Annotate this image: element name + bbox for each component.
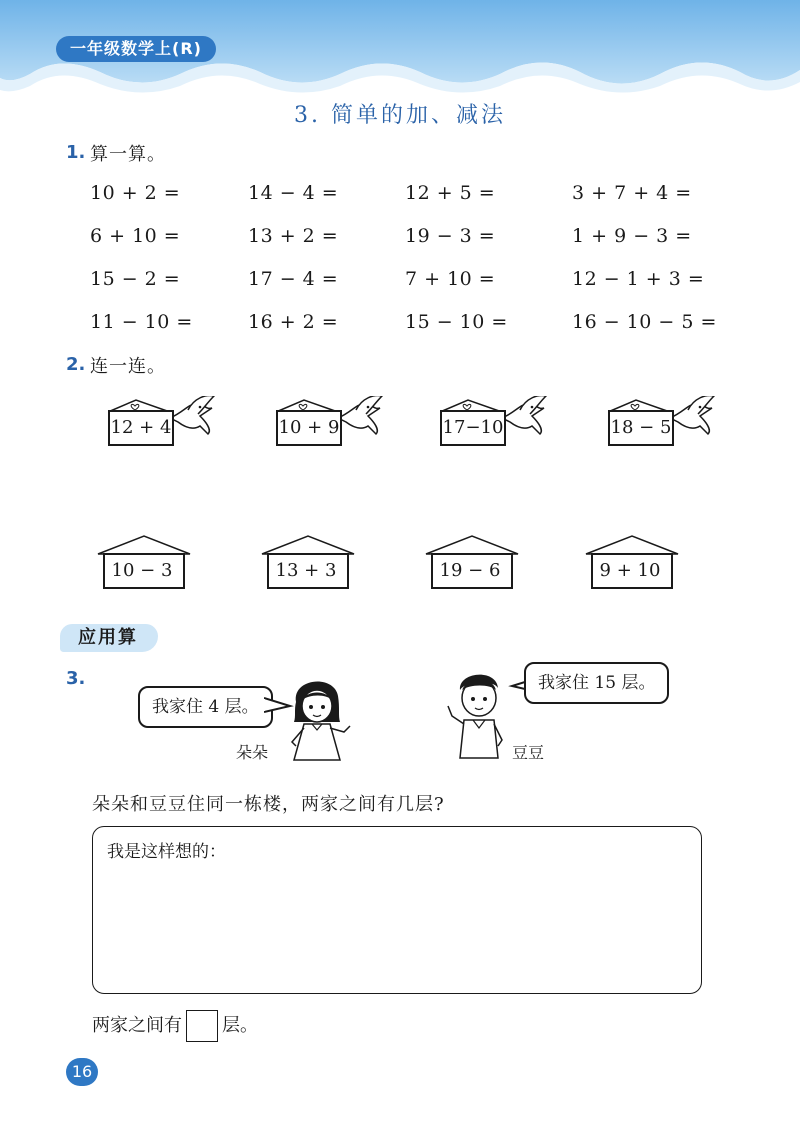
calc-item: 6 + 10 = (90, 225, 181, 247)
calc-item: 15 − 10 = (405, 311, 508, 333)
fill-in-sentence (92, 1010, 258, 1042)
fill-suffix: 层。 (222, 1015, 258, 1036)
calc-item: 12 + 5 = (405, 182, 496, 204)
house-card[interactable] (424, 534, 520, 590)
calc-item: 7 + 10 = (405, 268, 496, 290)
calc-item: 13 + 2 = (248, 225, 339, 247)
boy-name: 豆豆 (512, 743, 545, 762)
girl-name: 朵朵 (236, 743, 269, 762)
letter-card[interactable] (276, 396, 416, 462)
letter-expression: 17−10 (440, 410, 506, 446)
house-expression: 9 + 10 (599, 560, 661, 581)
calc-item: 12 − 1 + 3 = (572, 268, 705, 290)
letter-expression: 18 − 5 (608, 410, 674, 446)
letter-expression: 12 + 4 (108, 410, 174, 446)
calc-item: 14 − 4 = (248, 182, 339, 204)
calc-item: 19 − 3 = (405, 225, 496, 247)
q1-instruction: 算一算。 (90, 144, 166, 165)
house-expression: 19 − 6 (439, 560, 501, 581)
apply-section-label: 应用算 (60, 624, 158, 652)
section-title: 3. 简单的加、减法 (294, 103, 506, 128)
letter-card[interactable] (440, 396, 580, 462)
fill-prefix: 两家之间有 (92, 1015, 182, 1036)
calc-item: 10 + 2 = (90, 182, 181, 204)
calc-item: 1 + 9 − 3 = (572, 225, 692, 247)
q3-question: 朵朵和豆豆住同一栋楼，两家之间有几层? (92, 794, 445, 815)
page-number: 16 (66, 1058, 98, 1086)
calc-item: 15 − 2 = (90, 268, 181, 290)
boy-speech-bubble: 我家住 15 层。 (524, 662, 669, 704)
letter-expression: 10 + 9 (276, 410, 342, 446)
answer-blank-box[interactable] (186, 1010, 218, 1042)
house-expression: 10 − 3 (111, 560, 173, 581)
letter-card[interactable] (608, 396, 748, 462)
house-expression: 13 + 3 (275, 560, 337, 581)
calc-item: 16 + 2 = (248, 311, 339, 333)
answer-prompt: 我是这样想的： (107, 842, 226, 862)
calc-item: 11 − 10 = (90, 311, 193, 333)
calc-item: 3 + 7 + 4 = (572, 182, 692, 204)
book-tag: 一年级数学上(R) (56, 36, 216, 62)
q2-instruction: 连一连。 (90, 356, 166, 377)
calc-item: 17 − 4 = (248, 268, 339, 290)
q1-number: 1. (66, 142, 86, 163)
house-card[interactable] (584, 534, 680, 590)
q3-number: 3. (66, 668, 86, 689)
house-card[interactable] (96, 534, 192, 590)
answer-area[interactable] (92, 826, 702, 994)
q2-number: 2. (66, 354, 86, 375)
girl-speech-bubble: 我家住 4 层。 (138, 686, 273, 728)
boy-doudou-illustration-icon (446, 666, 510, 762)
calc-item: 16 − 10 − 5 = (572, 311, 717, 333)
letter-card[interactable] (108, 396, 248, 462)
girl-duoduo-illustration-icon (282, 672, 358, 764)
house-card[interactable] (260, 534, 356, 590)
